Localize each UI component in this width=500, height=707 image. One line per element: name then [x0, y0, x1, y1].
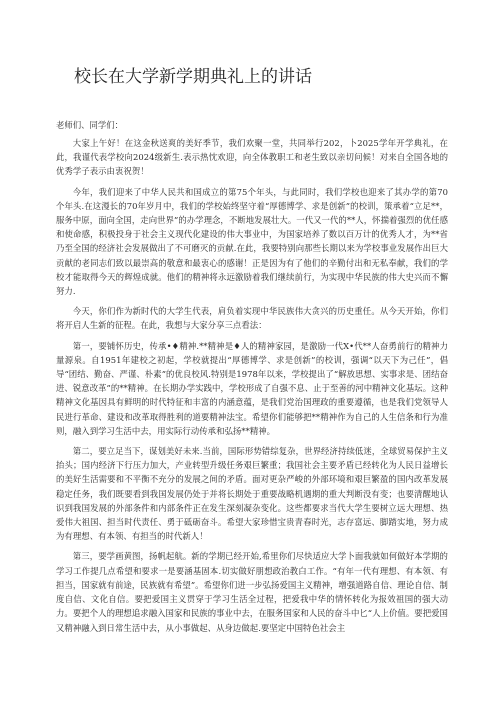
paragraph-5: 第二，要立足当下，谋划美好未来.当前，国际形势错综复杂，世界经济持续低迷，全球贸易保护主义抬头；国内经济下行压力加大，产业转型升级任务艰巨繁重；我国社会主要矛盾已经转化为人民日益增长的美好生活需要和不平衡不充分的发展之间的矛盾。面对更杂严峻的外部环境和艰巨繁盈的国内改革发展稳定任务，我们既要看到我国发展仍处于并将长期处于重要战略机遇期的重大判断没有变；也要清醒地认识到我国发展的外部条件和内部条件正在发生深刻凝杂变化。这些都要求当代大学生要树立远大理想、热爱伟大祖国、担当时代责任、勇于砥砺奋斗。希望大家珍惜宝贵青春时光，志存富远、脚踏实地，努力成为有理想、有本领、有担当的时代新人！ [56, 446, 448, 542]
paragraph-3: 今天，你们作为新时代的大学生代表，肩负着实现中华民族伟大贪兴的历史重任。从今天开始，你们将开启人生新的征程。在此，我想与大家分享三点看法： [56, 306, 448, 331]
paragraph-1: 大家上午好！在这金秋送爽的美好季节，我们欢聚一堂，共同举行202，卜2025学年开学典礼，在此，我谨代表学校向2024级新生.表示热忱欢迎，向全体教职工和老生致以亲切问候！对来自全国各地的优秀学子表示由衷祝贺！ [56, 138, 448, 177]
paragraph-4: 第一，要铺怀历史，传承•♦精神.**精神是♦人的精神家园，是激励一代X•代**人奋勇前行的精神力量源泉。自1951年建校之初起，学校就提出“厚德博学、求是创新”的校训，强调“以天下为己任”，倡导“团结、勤奋、严谨、朴素”的优良校风.特别是1978年以来，学校提出了“解放思想、实事求是、团结奋进、锐意改革”的**精神。在长期办学实践中，学校形成了自强不息、止于至善的河中精神文化基坛。这种精神文化基因具有鲜明的时代特征和丰富的内涵意蕴，是我们党治国理政的重要遵循，也是我们党领导人民进行革命、建设和改革取得胜利的道要精神法宝。希望你们能够把**精神作为自己的人生信条和行为准则，融入到学习生活中去，用实际行动传承和弘扬**精神。 [56, 340, 448, 436]
paragraph-2: 今年，我们迎来了中华人民共和国成立的第75个年头，与此同时，我们学校也迎来了其办学的第70个年头.在这漫长的70年岁月中，我们的学校始终坚守着“厚德博学、求是创新”的校训，策承着“立足**，服务中原，面向全国，走向世界”的办学理念，不断地发展壮大。一代又一代的**人，怀揣着强烈的优任感和使命感，积极投身于社会主义现代化建设的伟大事业中，为国家培养了数以百万计的优秀人才，为**省乃至全国的经济社会发展做出了不可磨灭的贡献.在此，我要特别向那些长期以来为学校事业发展作出巨大贡献的老同志们致以最崇高的敬意和最衷心的感谢！正是因为有了他们的辛勤付出和无私奉献，我们的学校才能取得今天的辉煌成就。他们的精神将永远激励着我们继续前行，为实现中华民族的伟大史兴而不懈努力. [56, 186, 448, 297]
salutation: 老师们、同学们： [56, 120, 123, 130]
paragraph-6: 第三，要学画黄图，扬帆起航。新的学期已经开始,希里你们尽快适应大学卜面我就如何做好本学期的学习工作提几点希望和要求一是要涵基固本.切实做好朋想政治教白工作。“有年一代有理想、有本领、有担当，国家就有前途，民族就有希望”。希望你们进一步弘扬爱国主义精神，增强道路自信、理论自信、制度自信、文化自信。要把爱国主义贯穿于学习生活全过程，把爱我中华的情怀转化为报效祖国的强大动力。要把个人的理想追求融入国家和民族的事业中去，在服务国家和人民的奋斗中匕“人上价值。要把爱国又精神融入到日常生活中去，从小事做起、从身边做起.要坚定中国特色社会主 [56, 551, 448, 633]
document-title: 校长在大学新学期典礼上的讲话 [74, 67, 312, 87]
